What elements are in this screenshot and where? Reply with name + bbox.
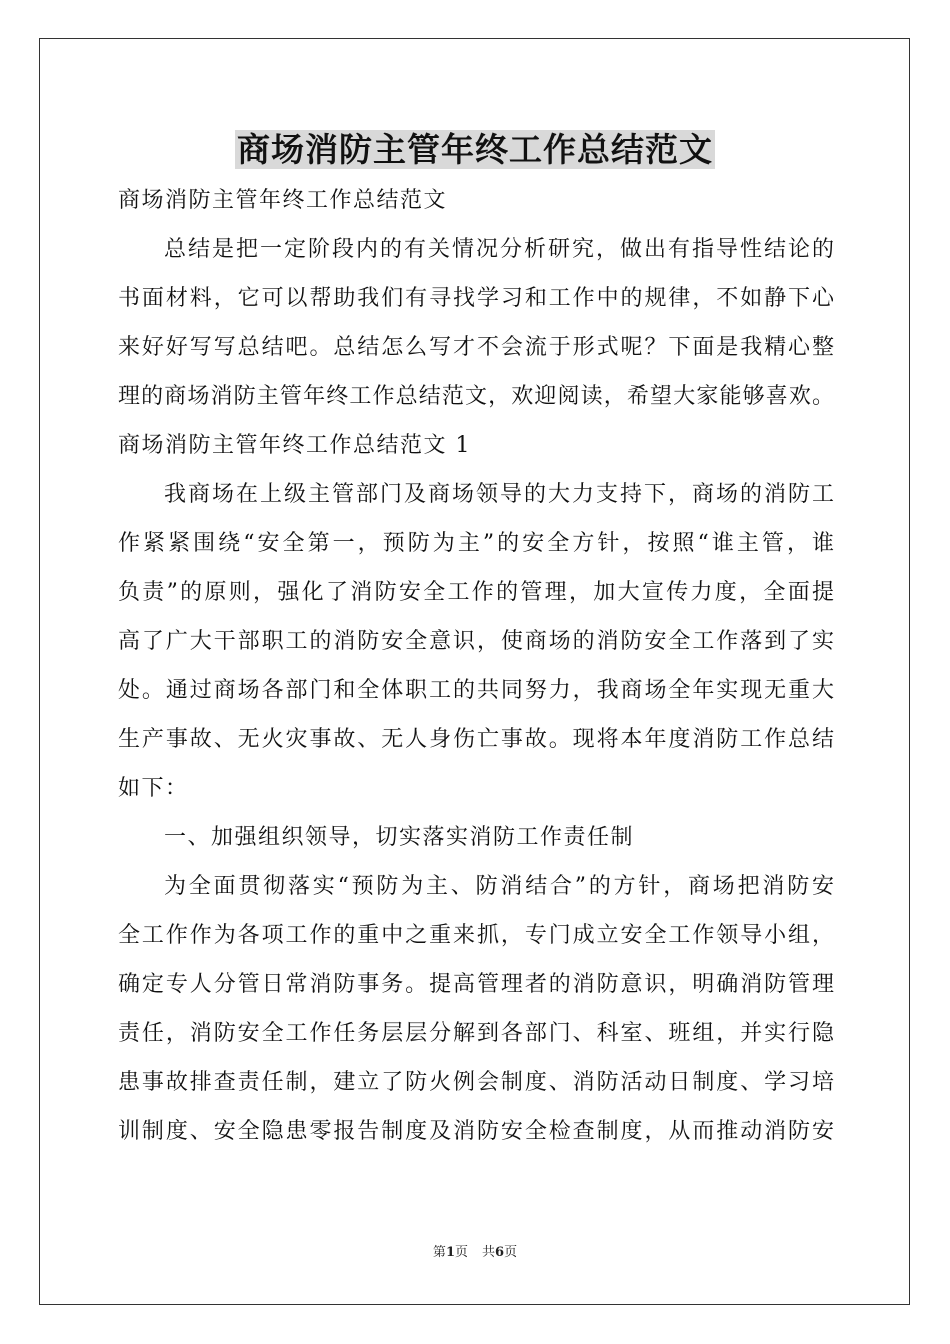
body-line: 来好好写写总结吧。总结怎么写才不会流于形式呢？下面是我精心整: [118, 335, 834, 360]
page-total-suffix: 页: [504, 1245, 518, 1260]
page-number-current: 1: [445, 1245, 455, 1260]
body-line: 商场消防主管年终工作总结范文 1: [118, 433, 471, 458]
body-line: 如下：: [118, 776, 189, 801]
body-line: 为全面贯彻落实“预防为主、防消结合”的方针，商场把消防安: [164, 874, 834, 899]
body-line: 我商场在上级主管部门及商场领导的大力支持下，商场的消防工: [164, 482, 834, 507]
page-total-count: 6: [495, 1245, 505, 1260]
body-line: 责任，消防安全工作任务层层分解到各部门、科室、班组，并实行隐: [118, 1021, 834, 1046]
body-line: 高了广大干部职工的消防安全意识，使商场的消防安全工作落到了实: [118, 629, 834, 654]
page-number-suffix: 页: [454, 1245, 468, 1260]
page-footer: [0, 1243, 950, 1263]
body-line: 确定专人分管日常消防事务。提高管理者的消防意识，明确消防管理: [118, 972, 834, 997]
body-line: 训制度、安全隐患零报告制度及消防安全检查制度，从而推动消防安: [118, 1119, 834, 1144]
body-line: 书面材料，它可以帮助我们有寻找学习和工作中的规律，不如静下心: [118, 286, 834, 311]
document-title-text: 商场消防主管年终工作总结范文: [237, 130, 713, 169]
body-line: 一、加强组织领导，切实落实消防工作责任制: [164, 825, 635, 850]
body-line: 生产事故、无火灾事故、无人身伤亡事故。现将本年度消防工作总结: [118, 727, 834, 752]
document-title: [0, 126, 950, 174]
page-total-prefix: 共: [482, 1245, 496, 1260]
body-line: 负责”的原则，强化了消防安全工作的管理，加大宣传力度，全面提: [118, 580, 834, 605]
body-line: 商场消防主管年终工作总结范文: [118, 188, 448, 213]
document-body: [118, 176, 834, 1156]
body-line: 作紧紧围绕“安全第一，预防为主”的安全方针，按照“谁主管，谁: [118, 531, 834, 556]
body-line: 患事故排查责任制，建立了防火例会制度、消防活动日制度、学习培: [118, 1070, 834, 1095]
body-line: 处。通过商场各部门和全体职工的共同努力，我商场全年实现无重大: [118, 678, 834, 703]
body-line: 理的商场消防主管年终工作总结范文，欢迎阅读，希望大家能够喜欢。: [118, 384, 834, 409]
body-line: 全工作作为各项工作的重中之重来抓，专门成立安全工作领导小组，: [118, 923, 834, 948]
body-line: 总结是把一定阶段内的有关情况分析研究，做出有指导性结论的: [164, 237, 834, 262]
page-number-prefix: 第: [432, 1245, 446, 1260]
